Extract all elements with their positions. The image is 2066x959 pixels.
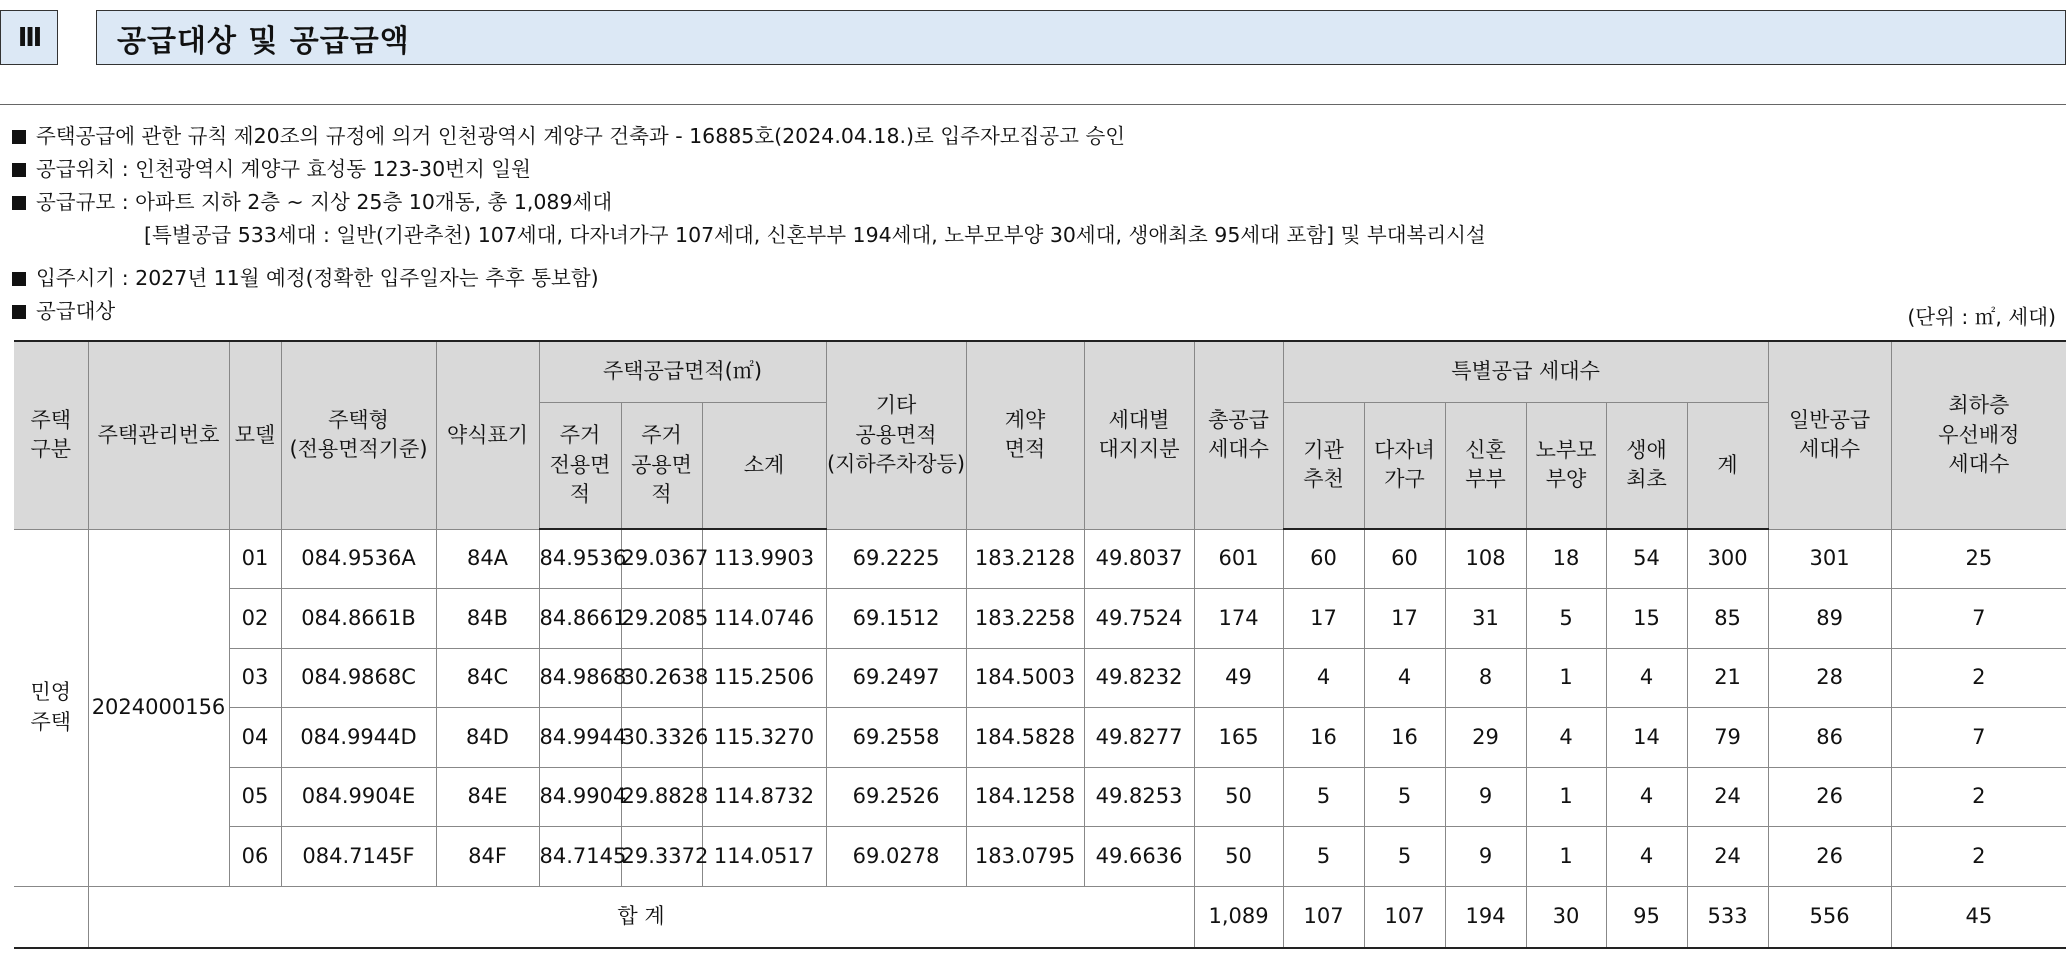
header-mgmt-no-label: 주택관리번호 <box>97 422 220 447</box>
notice-scale: 공급규모 : 아파트 지하 2층 ~ 지상 25층 10개동, 총 1,089세대 <box>12 186 1486 219</box>
cell-sp-elderly: 5 <box>1526 589 1606 649</box>
cell-lowest-floor: 25 <box>1891 529 2066 589</box>
header-housing-type-label: 주택 구분 <box>30 407 72 462</box>
table-row <box>14 589 2066 649</box>
cell-res-exclusive: 84.8661 <box>539 589 621 649</box>
cell-sp-newlywed: 9 <box>1445 767 1526 827</box>
cell-sp-sum: 300 <box>1687 529 1768 589</box>
cell-sp-newlywed: 31 <box>1445 589 1526 649</box>
cell-other-common: 69.2497 <box>826 648 966 708</box>
cell-res-exclusive: 84.9944 <box>539 708 621 768</box>
cell-abbr: 84B <box>436 589 539 649</box>
notice-approval: 주택공급에 관한 규칙 제20조의 규정에 의거 인천광역시 계양구 건축과 - 16885호(2024.04.18.)로 입주자모집공고 승인 <box>12 120 1486 153</box>
header-res-exclusive-label: 주거 전용면적 <box>549 423 611 506</box>
header-general-units-label: 일반공급 세대수 <box>1789 407 1871 462</box>
notice-move-in: 입주시기 : 2027년 11월 예정(정확한 입주일자는 추후 통보함) <box>12 262 1486 295</box>
cell-sp-newlywed: 8 <box>1445 648 1526 708</box>
header-contract-area-label: 계약 면적 <box>1004 407 1046 462</box>
square-bullet-icon <box>12 130 26 144</box>
total-sp-firsttime: 95 <box>1606 886 1687 948</box>
divider <box>0 104 2066 105</box>
cell-sp-sum: 79 <box>1687 708 1768 768</box>
header-sp-sum-label: 계 <box>1717 452 1738 477</box>
cell-sp-multichild: 17 <box>1364 589 1445 649</box>
cell-sp-sum: 21 <box>1687 648 1768 708</box>
header-sp-sum <box>1687 402 1768 529</box>
table-row <box>14 529 2066 589</box>
cell-subtotal: 114.0517 <box>702 827 826 887</box>
cell-lowest-floor: 2 <box>1891 767 2066 827</box>
header-sp-elderly <box>1526 402 1606 529</box>
cell-sp-firsttime: 54 <box>1606 529 1687 589</box>
cell-sp-multichild: 16 <box>1364 708 1445 768</box>
total-sp-institution: 107 <box>1283 886 1364 948</box>
cell-sp-sum: 85 <box>1687 589 1768 649</box>
cell-total-units: 601 <box>1194 529 1283 589</box>
header-sp-institution-label: 기관 추천 <box>1303 437 1344 492</box>
cell-sp-firsttime: 15 <box>1606 589 1687 649</box>
header-res-common <box>621 402 702 529</box>
cell-type: 084.9944D <box>281 708 436 768</box>
cell-general-units: 26 <box>1768 767 1891 827</box>
cell-sp-institution: 5 <box>1283 827 1364 887</box>
cell-sp-newlywed: 29 <box>1445 708 1526 768</box>
header-land-share <box>1084 341 1194 529</box>
section-title: 공급대상 및 공급금액 <box>96 10 2066 65</box>
cell-sp-elderly: 4 <box>1526 708 1606 768</box>
header-model-label: 모델 <box>234 422 276 447</box>
cell-sp-multichild: 60 <box>1364 529 1445 589</box>
table-row <box>14 767 2066 827</box>
header-housing-type <box>14 341 88 529</box>
header-sp-multichild-label: 다자녀 가구 <box>1374 437 1435 492</box>
square-bullet-icon <box>12 305 26 319</box>
cell-sp-institution: 17 <box>1283 589 1364 649</box>
cell-other-common: 69.2526 <box>826 767 966 827</box>
cell-sp-multichild: 4 <box>1364 648 1445 708</box>
header-supply-area-label: 주택공급면적(㎡) <box>602 359 763 384</box>
cell-res-exclusive: 84.9904 <box>539 767 621 827</box>
cell-land-share: 49.6636 <box>1084 827 1194 887</box>
supply-table <box>14 340 2066 949</box>
unit-note: (단위 : ㎡, 세대) <box>1907 305 2056 329</box>
header-house-type-label: 주택형 (전용면적기준) <box>289 407 428 462</box>
header-total-units-label: 총공급 세대수 <box>1208 407 1269 462</box>
cell-total-units: 49 <box>1194 648 1283 708</box>
cell-sp-elderly: 1 <box>1526 827 1606 887</box>
cell-sp-multichild: 5 <box>1364 767 1445 827</box>
cell-sp-firsttime: 4 <box>1606 767 1687 827</box>
cell-res-common: 29.0367 <box>621 529 702 589</box>
header-special-units <box>1283 341 1768 402</box>
total-total-units: 1,089 <box>1194 886 1283 948</box>
total-general-units: 556 <box>1768 886 1891 948</box>
cell-sp-sum: 24 <box>1687 767 1768 827</box>
header-res-common-label: 주거 공용면적 <box>631 423 692 506</box>
header-sp-elderly-label: 노부모 부양 <box>1535 437 1597 492</box>
cell-model: 02 <box>229 589 281 649</box>
cell-sp-elderly: 1 <box>1526 648 1606 708</box>
cell-lowest-floor: 2 <box>1891 827 2066 887</box>
square-bullet-icon <box>12 272 26 286</box>
cell-res-exclusive: 84.9536 <box>539 529 621 589</box>
cell-model: 01 <box>229 529 281 589</box>
cell-general-units: 86 <box>1768 708 1891 768</box>
header-contract-area <box>966 341 1084 529</box>
header-sp-firsttime <box>1606 402 1687 529</box>
cell-subtotal: 113.9903 <box>702 529 826 589</box>
cell-subtotal: 115.2506 <box>702 648 826 708</box>
header-lowest-floor-label: 최하층 우선배정 세대수 <box>1938 393 2020 476</box>
cell-sp-institution: 16 <box>1283 708 1364 768</box>
header-sp-multichild <box>1364 402 1445 529</box>
cell-lowest-floor: 7 <box>1891 589 2066 649</box>
table-row <box>14 827 2066 887</box>
cell-land-share: 49.8253 <box>1084 767 1194 827</box>
table-row <box>14 708 2066 768</box>
cell-general-units: 301 <box>1768 529 1891 589</box>
cell-type: 084.9904E <box>281 767 436 827</box>
header-sp-newlywed <box>1445 402 1526 529</box>
header-land-share-label: 세대별 대지지분 <box>1098 407 1180 462</box>
cell-total-units: 174 <box>1194 589 1283 649</box>
cell-general-units: 89 <box>1768 589 1891 649</box>
header-total-units <box>1194 341 1283 529</box>
cell-res-exclusive: 84.7145 <box>539 827 621 887</box>
cell-sp-multichild: 5 <box>1364 827 1445 887</box>
header-subtotal-label: 소계 <box>743 452 785 477</box>
cell-contract-area: 184.1258 <box>966 767 1084 827</box>
cell-contract-area: 184.5003 <box>966 648 1084 708</box>
header-other-common <box>826 341 966 529</box>
header-supply-area <box>539 341 826 402</box>
cell-lowest-floor: 7 <box>1891 708 2066 768</box>
cell-land-share: 49.8277 <box>1084 708 1194 768</box>
cell-contract-area: 183.0795 <box>966 827 1084 887</box>
total-sp-newlywed: 194 <box>1445 886 1526 948</box>
total-label: 합 계 <box>88 886 1194 948</box>
mgmt-no-cell: 2024000156 <box>88 529 229 886</box>
header-model <box>229 341 281 529</box>
total-row <box>14 886 2066 948</box>
cell-contract-area: 184.5828 <box>966 708 1084 768</box>
cell-abbr: 84E <box>436 767 539 827</box>
cell-type: 084.9536A <box>281 529 436 589</box>
header-sp-firsttime-label: 생애 최초 <box>1626 437 1667 492</box>
cell-other-common: 69.2558 <box>826 708 966 768</box>
total-lowest-floor: 45 <box>1891 886 2066 948</box>
cell-general-units: 26 <box>1768 827 1891 887</box>
cell-subtotal: 114.0746 <box>702 589 826 649</box>
cell-model: 03 <box>229 648 281 708</box>
cell-res-common: 29.2085 <box>621 589 702 649</box>
header-sp-newlywed-label: 신혼 부부 <box>1465 437 1506 492</box>
cell-land-share: 49.7524 <box>1084 589 1194 649</box>
cell-contract-area: 183.2128 <box>966 529 1084 589</box>
header-other-common-label: 기타 공용면적 (지하주차장등) <box>826 393 966 476</box>
cell-lowest-floor: 2 <box>1891 648 2066 708</box>
header-special-units-label: 특별공급 세대수 <box>1451 359 1600 384</box>
cell-model: 04 <box>229 708 281 768</box>
cell-abbr: 84C <box>436 648 539 708</box>
cell-res-common: 30.3326 <box>621 708 702 768</box>
cell-other-common: 69.2225 <box>826 529 966 589</box>
cell-type: 084.9868C <box>281 648 436 708</box>
notice-list <box>12 120 1486 328</box>
notice-scale-detail: [특별공급 533세대 : 일반(기관추천) 107세대, 다자녀가구 107세대, 신혼부부 194세대, 노부모부양 30세대, 생애최초 95세대 포함] 및 부대복리시설 <box>144 223 1486 247</box>
cell-sp-elderly: 1 <box>1526 767 1606 827</box>
section-header <box>0 10 2066 68</box>
cell-sp-sum: 24 <box>1687 827 1768 887</box>
total-sp-sum: 533 <box>1687 886 1768 948</box>
cell-type: 084.8661B <box>281 589 436 649</box>
cell-res-exclusive: 84.9868 <box>539 648 621 708</box>
notice-location: 공급위치 : 인천광역시 계양구 효성동 123-30번지 일원 <box>12 153 1486 186</box>
total-sp-elderly: 30 <box>1526 886 1606 948</box>
cell-abbr: 84F <box>436 827 539 887</box>
cell-sp-newlywed: 108 <box>1445 529 1526 589</box>
cell-model: 06 <box>229 827 281 887</box>
header-sp-institution <box>1283 402 1364 529</box>
header-lowest-floor <box>1891 341 2066 529</box>
cell-land-share: 49.8232 <box>1084 648 1194 708</box>
cell-sp-firsttime: 14 <box>1606 708 1687 768</box>
header-house-type <box>281 341 436 529</box>
cell-res-common: 29.3372 <box>621 827 702 887</box>
header-general-units <box>1768 341 1891 529</box>
cell-subtotal: 115.3270 <box>702 708 826 768</box>
cell-res-common: 29.8828 <box>621 767 702 827</box>
header-abbr <box>436 341 539 529</box>
cell-total-units: 165 <box>1194 708 1283 768</box>
total-sp-multichild: 107 <box>1364 886 1445 948</box>
cell-sp-elderly: 18 <box>1526 529 1606 589</box>
cell-sp-firsttime: 4 <box>1606 827 1687 887</box>
header-mgmt-no <box>88 341 229 529</box>
cell-sp-newlywed: 9 <box>1445 827 1526 887</box>
notice-target: 공급대상 <box>12 295 1486 328</box>
cell-land-share: 49.8037 <box>1084 529 1194 589</box>
cell-abbr: 84A <box>436 529 539 589</box>
square-bullet-icon <box>12 163 26 177</box>
cell-model: 05 <box>229 767 281 827</box>
header-abbr-label: 약식표기 <box>446 422 529 447</box>
cell-other-common: 69.0278 <box>826 827 966 887</box>
cell-subtotal: 114.8732 <box>702 767 826 827</box>
cell-type: 084.7145F <box>281 827 436 887</box>
cell-total-units: 50 <box>1194 767 1283 827</box>
cell-total-units: 50 <box>1194 827 1283 887</box>
cell-contract-area: 183.2258 <box>966 589 1084 649</box>
header-subtotal <box>702 402 826 529</box>
cell-sp-institution: 60 <box>1283 529 1364 589</box>
total-row-blank <box>14 886 88 948</box>
square-bullet-icon <box>12 196 26 210</box>
cell-other-common: 69.1512 <box>826 589 966 649</box>
housing-type-cell: 민영 주택 <box>14 529 88 886</box>
cell-sp-institution: 5 <box>1283 767 1364 827</box>
cell-sp-institution: 4 <box>1283 648 1364 708</box>
table-row <box>14 648 2066 708</box>
cell-sp-firsttime: 4 <box>1606 648 1687 708</box>
cell-res-common: 30.2638 <box>621 648 702 708</box>
cell-abbr: 84D <box>436 708 539 768</box>
cell-general-units: 28 <box>1768 648 1891 708</box>
section-number: Ⅲ <box>0 10 58 65</box>
header-res-exclusive <box>539 402 621 529</box>
